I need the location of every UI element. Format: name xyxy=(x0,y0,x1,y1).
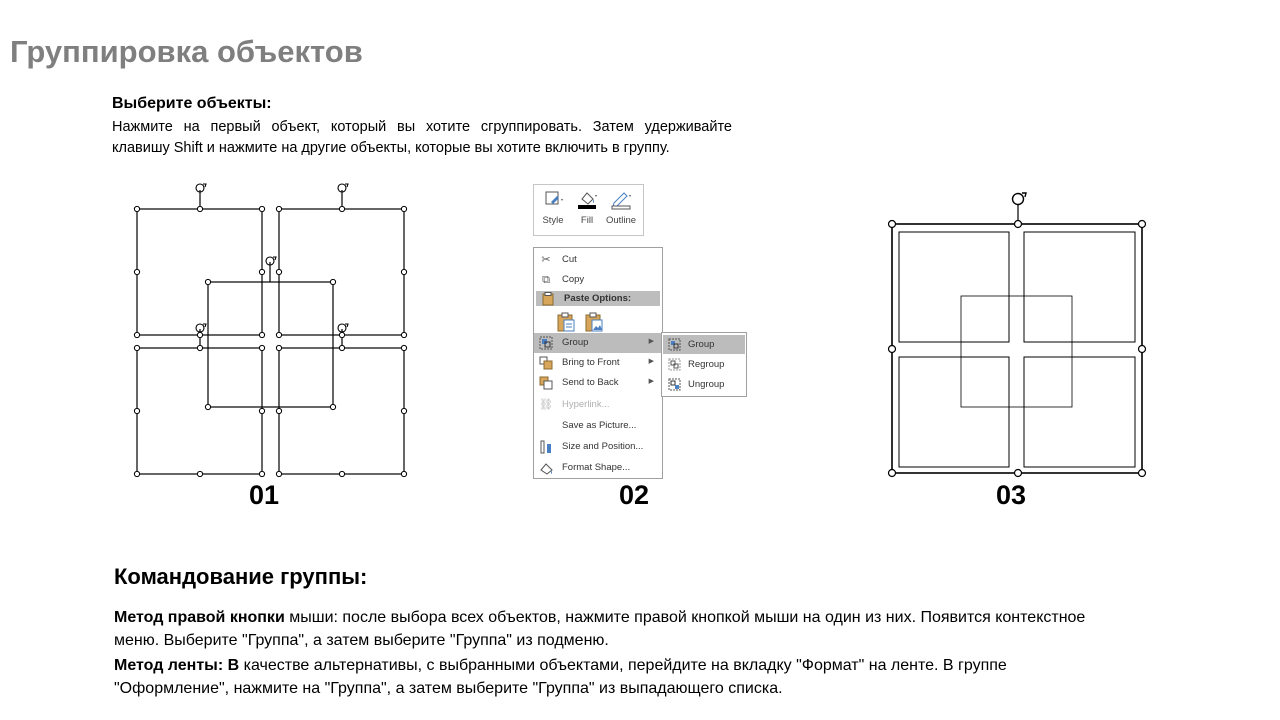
menu-item-label: Save as Picture... xyxy=(562,420,637,431)
method-ribbon-text: качестве альтернативы, с выбранными объектами, перейдите на вкладку "Формат" на ленте. В группе "Оформление", нажмите на "Группа", а затем выберите "Группа" из выпадающего списка. xyxy=(114,657,1007,697)
outline-label: Outline xyxy=(605,215,637,226)
menu-item-label: Copy xyxy=(562,274,585,285)
scissors-icon: ✂ xyxy=(541,254,551,266)
submenu-arrow-icon: ▶ xyxy=(648,378,654,385)
menu-item-label: Cut xyxy=(562,254,577,265)
style-label: Style xyxy=(542,215,564,226)
hyperlink-icon: ⛓ xyxy=(539,399,553,411)
page-title: Группировка объектов xyxy=(10,34,363,69)
menu-item-label: Group xyxy=(562,337,589,348)
select-heading: Выберите объекты: xyxy=(112,95,272,112)
submenu-arrow-icon: ▶ xyxy=(648,338,654,345)
menu-item-label: Send to Back xyxy=(562,377,619,388)
submenu-arrow-icon: ▶ xyxy=(648,358,654,365)
select-instructions: Нажмите на первый объект, который вы хотите сгруппировать. Затем удерживайте клавишу Shift и нажмите на другие объекты, которые вы хотите включить в группу. xyxy=(112,119,732,156)
method-right-click-text: мыши: после выбора всех объектов, нажмите правой кнопкой мыши на один из них. Появится контекстное меню. Выберите "Группа", а затем выберите "Группа" из подменю. xyxy=(114,609,1086,649)
method-right-click-paragraph xyxy=(114,606,1099,652)
figure-label-03: 03 xyxy=(995,480,1027,510)
method-ribbon-paragraph xyxy=(114,654,1099,700)
method-ribbon-label: Метод ленты: В xyxy=(114,657,240,674)
submenu-item-label: Ungroup xyxy=(688,379,725,390)
group-selection-handles xyxy=(889,221,1146,477)
menu-item-label: Format Shape... xyxy=(562,462,631,473)
paste-options-label: Paste Options: xyxy=(564,293,632,304)
fill-label: Fill xyxy=(580,215,594,226)
method-right-click-label: Метод правой кнопки xyxy=(114,609,285,626)
submenu-item-label: Regroup xyxy=(688,359,725,370)
menu-item-label: Size and Position... xyxy=(562,441,644,452)
figure-label-02: 02 xyxy=(618,480,650,510)
figure-label-01: 01 xyxy=(248,480,280,510)
group-bounding-box[interactable] xyxy=(892,224,1142,473)
submenu-item-label: Group xyxy=(688,339,715,350)
copy-icon: ⧉ xyxy=(542,274,550,286)
menu-item-label: Hyperlink... xyxy=(562,399,610,410)
menu-item-label: Bring to Front xyxy=(562,357,620,368)
command-heading: Командование группы: xyxy=(114,564,368,589)
rotate-handle-icon[interactable] xyxy=(1013,193,1027,205)
